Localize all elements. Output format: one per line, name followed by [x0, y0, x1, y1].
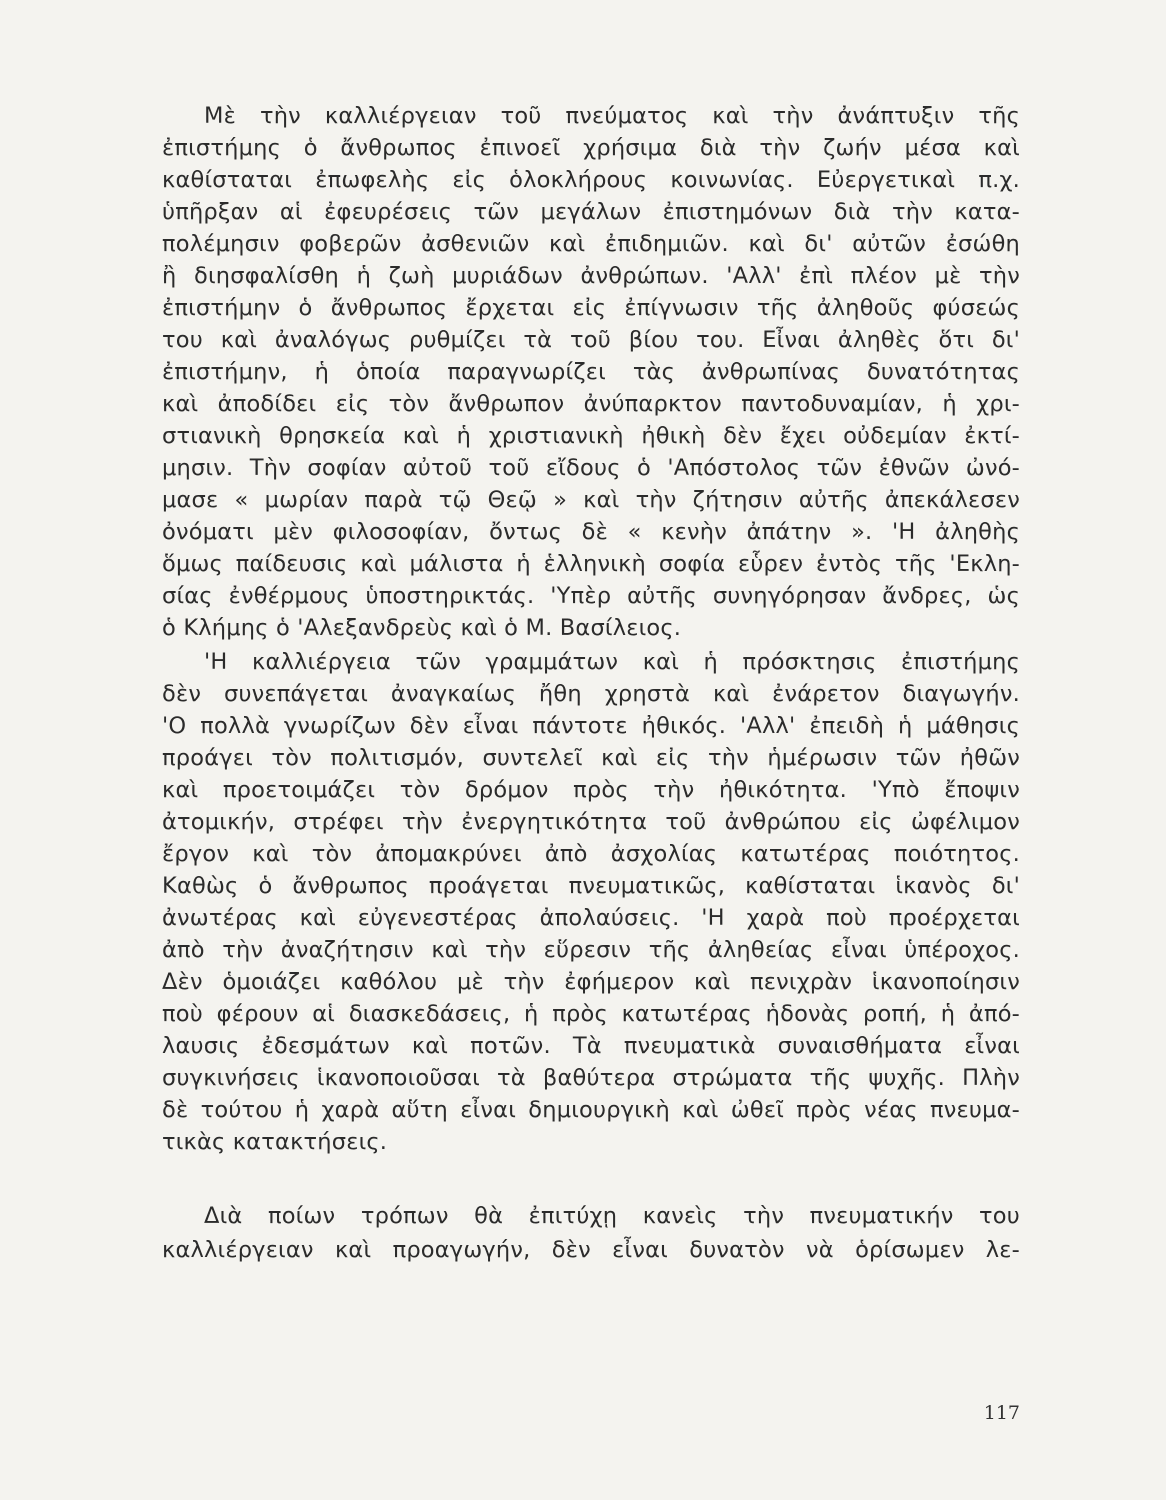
- text-line: συγκινήσεις ἱκανοποιοῦσαι τὰ βαθύτερα στρώματα τῆς ψυχῆς. Πλὴν: [162, 1065, 1020, 1091]
- text-line: καθίσταται ἐπωφελὴς εἰς ὁλοκλήρους κοινωνίας. Εὐεργετικαὶ π.χ.: [162, 167, 1020, 193]
- text-line: καὶ ἀποδίδει εἰς τὸν ἄνθρωπον ἀνύπαρκτον παντοδυναμίαν, ἡ χρι-: [162, 391, 1020, 417]
- text-line: του καὶ ἀναλόγως ρυθμίζει τὰ τοῦ βίου του. Εἶναι ἀληθὲς ὅτι δι': [162, 327, 1020, 353]
- text-line: τικὰς κατακτήσεις.: [162, 1129, 388, 1155]
- text-line: Καθὼς ὁ ἄνθρωπος προάγεται πνευματικῶς, καθίσταται ἱκανὸς δι': [162, 873, 1020, 899]
- text-line: ἀνωτέρας καὶ εὐγενεστέρας ἀπολαύσεις. 'Η χαρὰ ποὺ προέρχεται: [162, 905, 1020, 931]
- text-line: μησιν. Τὴν σοφίαν αὐτοῦ τοῦ εἴδους ὁ 'Απόστολος τῶν ἐθνῶν ὠνό-: [162, 455, 1020, 481]
- text-line: προάγει τὸν πολιτισμόν, συντελεῖ καὶ εἰς τὴν ἡμέρωσιν τῶν ἠθῶν: [162, 745, 1020, 771]
- text-line: ἔργον καὶ τὸν ἀπομακρύνει ἀπὸ ἀσχολίας κατωτέρας ποιότητος.: [162, 841, 1020, 867]
- text-line: καλλιέργειαν καὶ προαγωγήν, δὲν εἶναι δυνατὸν νὰ ὁρίσωμεν λε-: [162, 1237, 1020, 1263]
- text-line: Διὰ ποίων τρόπων θὰ ἐπιτύχῃ κανεὶς τὴν πνευματικήν του: [204, 1203, 1020, 1229]
- text-line: ἢ διησφαλίσθη ἡ ζωὴ μυριάδων ἀνθρώπων. 'Αλλ' ἐπὶ πλέον μὲ τὴν: [162, 263, 1020, 289]
- text-line: ὁ Κλήμης ὁ 'Αλεξανδρεὺς καὶ ὁ Μ. Βασίλειος.: [162, 615, 682, 641]
- text-line: στιανικὴ θρησκεία καὶ ἡ χριστιανικὴ ἠθικὴ δὲν ἔχει οὐδεμίαν ἐκτί-: [162, 423, 1020, 449]
- text-line: ἀπὸ τὴν ἀναζήτησιν καὶ τὴν εὕρεσιν τῆς ἀληθείας εἶναι ὑπέροχος.: [162, 937, 1020, 963]
- text-line: δὲ τούτου ἡ χαρὰ αὕτη εἶναι δημιουργικὴ καὶ ὠθεῖ πρὸς νέας πνευμα-: [162, 1097, 1020, 1123]
- text-line: μασε « μωρίαν παρὰ τῷ Θεῷ » καὶ τὴν ζήτησιν αὐτῆς ἀπεκάλεσεν: [162, 487, 1020, 513]
- text-line: ὑπῆρξαν αἱ ἐφευρέσεις τῶν μεγάλων ἐπιστημόνων διὰ τὴν κατα-: [162, 199, 1020, 225]
- text-line: καὶ προετοιμάζει τὸν δρόμον πρὸς τὴν ἠθικότητα. 'Υπὸ ἔποψιν: [162, 777, 1020, 803]
- text-line: ὀνόματι μὲν φιλοσοφίαν, ὄντως δὲ « κενὴν ἀπάτην ». 'Η ἀληθὴς: [162, 519, 1020, 545]
- text-line: σίας ἐνθέρμους ὑποστηρικτάς. 'Υπὲρ αὐτῆς συνηγόρησαν ἄνδρες, ὡς: [162, 583, 1020, 609]
- text-line: ἐπιστήμην, ἡ ὁποία παραγνωρίζει τὰς ἀνθρωπίνας δυνατότητας: [162, 359, 1020, 385]
- text-line: πολέμησιν φοβερῶν ἀσθενιῶν καὶ ἐπιδημιῶν. καὶ δι' αὐτῶν ἐσώθη: [162, 231, 1020, 257]
- page-number: 117: [983, 1402, 1020, 1424]
- text-line: ἐπιστήμην ὁ ἄνθρωπος ἔρχεται εἰς ἐπίγνωσιν τῆς ἀληθοῦς φύσεώς: [162, 295, 1020, 321]
- text-line: λαυσις ἐδεσμάτων καὶ ποτῶν. Τὰ πνευματικὰ συναισθήματα εἶναι: [162, 1033, 1020, 1059]
- text-line: ἀτομικήν, στρέφει τὴν ἐνεργητικότητα τοῦ ἀνθρώπου εἰς ὠφέλιμον: [162, 809, 1020, 835]
- text-line: Δὲν ὁμοιάζει καθόλου μὲ τὴν ἐφήμερον καὶ πενιχρὰν ἱκανοποίησιν: [162, 969, 1020, 995]
- text-line: ποὺ φέρουν αἱ διασκεδάσεις, ἡ πρὸς κατωτέρας ἡδονὰς ροπή, ἡ ἀπό-: [162, 1001, 1020, 1027]
- text-line: δὲν συνεπάγεται ἀναγκαίως ἤθη χρηστὰ καὶ ἐνάρετον διαγωγήν.: [162, 681, 1020, 707]
- text-line: Μὲ τὴν καλλιέργειαν τοῦ πνεύματος καὶ τὴν ἀνάπτυξιν τῆς: [204, 103, 1020, 129]
- text-line: 'Η καλλιέργεια τῶν γραμμάτων καὶ ἡ πρόσκτησις ἐπιστήμης: [204, 649, 1020, 675]
- text-line: ἐπιστήμης ὁ ἄνθρωπος ἐπινοεῖ χρήσιμα διὰ τὴν ζωήν μέσα καὶ: [162, 135, 1020, 161]
- text-line: ὅμως παίδευσις καὶ μάλιστα ἡ ἑλληνικὴ σοφία εὗρεν ἐντὸς τῆς 'Εκλη-: [162, 551, 1020, 577]
- text-line: 'Ο πολλὰ γνωρίζων δὲν εἶναι πάντοτε ἠθικός. 'Αλλ' ἐπειδὴ ἡ μάθησις: [162, 713, 1020, 739]
